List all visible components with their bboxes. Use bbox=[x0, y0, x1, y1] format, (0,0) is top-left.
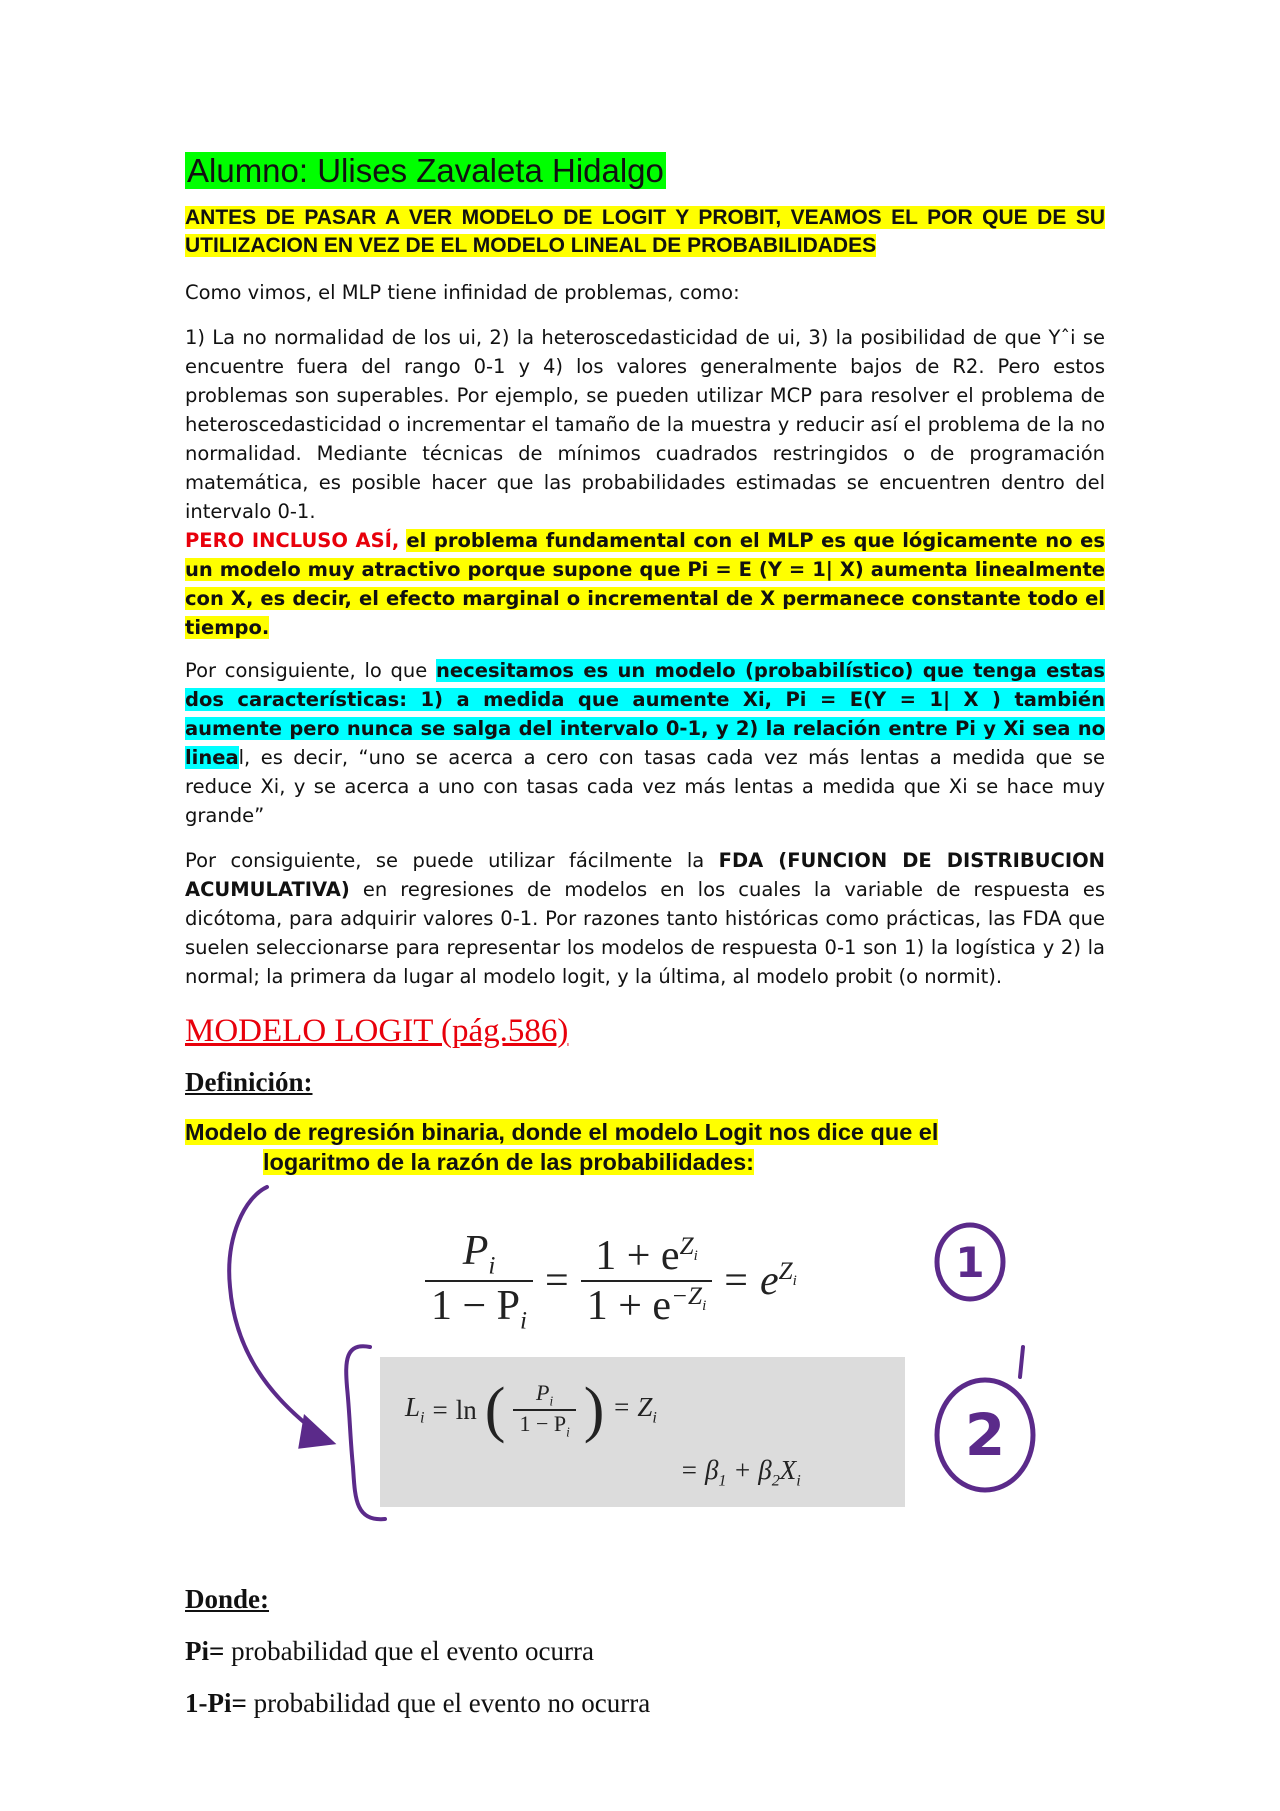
annotation-tail-2 bbox=[1020, 1347, 1023, 1377]
paragraph-requirements bbox=[185, 656, 1105, 830]
left-bracket bbox=[346, 1346, 385, 1519]
paragraph-problems-text: 1) La no normalidad de los ui, 2) la heteroscedasticidad de ui, 3) la posibilidad de que Yˆi se encuentre fuera del rango 0-1 y 4) los valores generalmente bajos de R2. Pero estos problemas son superables. Por ejemplo, se pueden utilizar MCP para resolver el problema de heteroscedasticidad o incrementar el tamaño de la muestra y reducir así el problema de la no normalidad. Mediante técnicas de mínimos cuadrados restringidos o de programación matemática, es posible hacer que las probabilidades estimadas se encuentren dentro del intervalo 0-1. bbox=[185, 326, 1105, 523]
document-page bbox=[185, 150, 1105, 1738]
equation-logit-line-1: $L_i$ = ln ( $\frac{P_i}{1 - P_i}$ ) = $Z_i$ bbox=[405, 1376, 657, 1444]
paragraph-fda bbox=[185, 846, 1105, 991]
definition-text bbox=[185, 1117, 1105, 1177]
highlight-requirements: necesitamos es un modelo (probabilístico) que tenga estas dos características: 1) a medida que aumente Xi, Pi = E(Y = 1| X ) también aumente pero nunca se salga del intervalo 0-1, y 2) la relación entre Pi y Xi sea no linea bbox=[185, 659, 1106, 769]
definition-pi: Pi= probabilidad que el evento ocurra bbox=[185, 1636, 594, 1666]
para2-end: l, es decir, “uno se acerca a cero con tasas cada vez más lentas a medida que se reduce Xi, y se acerca a uno con tasas cada vez más lentas a medida que Xi se hace muy grande” bbox=[185, 746, 1105, 827]
definition-line-1: Modelo de regresión binaria, donde el modelo Logit nos dice que el bbox=[185, 1119, 939, 1145]
paragraph-problems bbox=[185, 323, 1105, 642]
logit-heading: MODELO LOGIT (pág.586) bbox=[185, 1013, 569, 1049]
equation-odds: $\frac{P_i}{1 - P_i}$ = $\frac{1 + e^{Z_i}}{1 + e^{-Z_i}}$ = $e^{Z_i}$ bbox=[425, 1227, 797, 1336]
annotation-number-2: 2 bbox=[964, 1401, 1006, 1469]
fda-bold: FDA (FUNCION DE DISTRIBUCION ACUMULATIVA) bbox=[185, 849, 1105, 901]
arrow-head bbox=[300, 1417, 333, 1447]
definition-line-2: logaritmo de la razón de las probabilidades: bbox=[263, 1149, 754, 1175]
highlight-fundamental-problem: el problema fundamental con el MLP es que lógicamente no es un modelo muy atractivo porque supone que Pi = E (Y = 1| X) aumenta linealmente con X, es decir, el efecto marginal o incremental de X permanece constante todo el tiempo. bbox=[185, 529, 1105, 639]
curved-arrow bbox=[229, 1187, 330, 1442]
para2-start: Por consiguiente, lo que bbox=[185, 659, 437, 682]
para3-start: Por consiguiente, se puede utilizar fácilmente la bbox=[185, 849, 719, 872]
intro-paragraph: Como vimos, el MLP tiene infinidad de problemas, como: bbox=[185, 281, 740, 304]
definition-one-minus-pi: 1-Pi= probabilidad que el evento no ocurra bbox=[185, 1688, 651, 1718]
fraction-pi-over-one-minus-pi: $\frac{P_i}{1 - P_i}$ bbox=[425, 1227, 533, 1336]
exp-zi: $e^{Z_i}$ bbox=[759, 1258, 797, 1305]
donde-heading: Donde: bbox=[185, 1584, 270, 1614]
formulas-area bbox=[185, 1177, 1105, 1557]
red-emphasis: PERO INCLUSO ASÍ, bbox=[185, 529, 400, 552]
definition-heading: Definición: bbox=[185, 1067, 313, 1097]
para3-end: en regresiones de modelos en los cuales la variable de respuesta es dicótoma, para adquirir valores 0-1. Por razones tanto históricas como prácticas, las FDA que suelen seleccionarse para representar los modelos de respuesta 0-1 son 1) la logística y 2) la normal; la primera da lugar al modelo logit, y la última, al modelo probit (o normit). bbox=[185, 878, 1105, 988]
page-title: Alumno: Ulises Zavaleta Hidalgo bbox=[187, 152, 664, 189]
equation-logit-line-2: = $\beta_1 + \beta_2X_i$ bbox=[680, 1455, 801, 1490]
annotation-number-1: 1 bbox=[955, 1238, 985, 1287]
subheading: ANTES DE PASAR A VER MODELO DE LOGIT Y PROBIT, VEAMOS EL POR QUE DE SU UTILIZACION EN VEZ DE EL MODELO LINEAL DE PROBABILIDADES bbox=[185, 206, 1105, 257]
handwritten-annotations bbox=[185, 1177, 1105, 1557]
fraction-exponential: $\frac{1 + e^{Z_i}}{1 + e^{-Z_i}}$ bbox=[581, 1232, 713, 1330]
